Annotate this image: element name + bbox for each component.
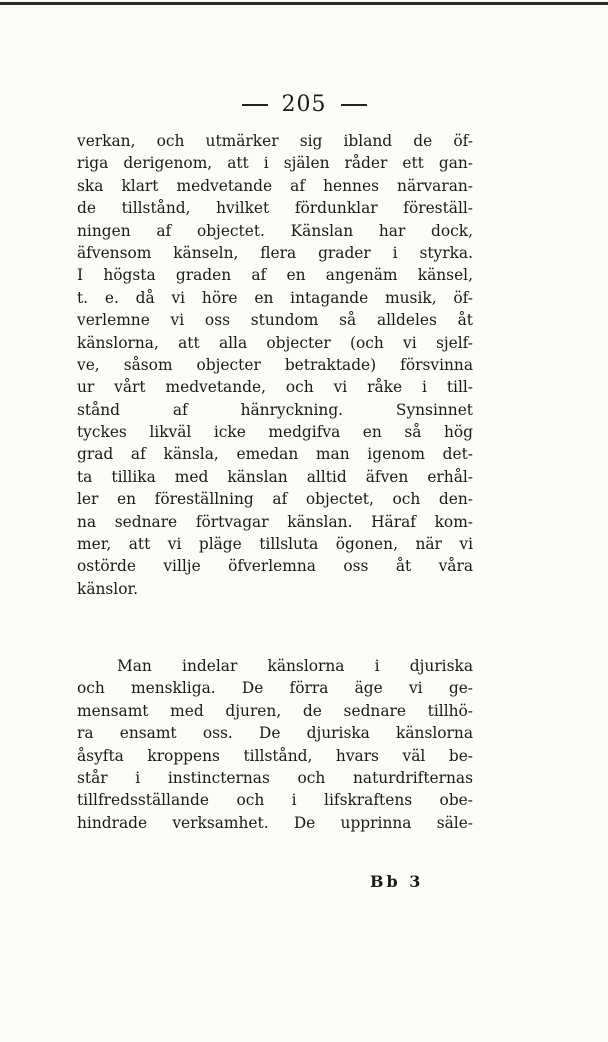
- text-line: ska klart medvetande af hennes närvaran-: [77, 176, 473, 195]
- text-line: de tillstånd, hvilket fördunklar föreställ-: [77, 199, 473, 218]
- text-line: verlemne vi oss stundom så alldeles åt: [77, 311, 473, 330]
- signature-mark: Bb 3: [370, 872, 424, 891]
- paragraph-1: [77, 130, 473, 600]
- text-line: stånd af hänryckning. Synsinnet: [77, 400, 473, 419]
- text-line: känslorna, att alla objecter (och vi sjelf-: [77, 333, 473, 352]
- text-line: Man indelar känslorna i djuriska: [117, 657, 473, 675]
- header-dash-right: [341, 104, 367, 106]
- text-line: känslor.: [77, 579, 139, 598]
- page-top-edge: [0, 2, 608, 5]
- text-line: riga derigenom, att i själen råder ett gan-: [77, 154, 473, 173]
- text-line: mer, att vi pläge tillsluta ögonen, när vi: [77, 535, 473, 554]
- text-line: ta tillika med känslan alltid äfven erhål-: [77, 467, 473, 486]
- text-line: na sednare förtvagar känslan. Häraf kom-: [77, 512, 473, 531]
- page-header: [0, 92, 608, 117]
- text-line: äfvensom känseln, flera grader i styrka.: [77, 243, 473, 262]
- text-line: ler en föreställning af objectet, och den-: [77, 490, 473, 509]
- paragraph-2: [77, 655, 473, 834]
- text-line: ve, såsom objecter betraktade) försvinna: [77, 355, 473, 374]
- header-dash-left: [242, 104, 268, 106]
- text-line: ostörde villje öfverlemna oss åt våra: [77, 557, 473, 576]
- text-line: verkan, och utmärker sig ibland de öf-: [77, 132, 473, 150]
- text-line: ra ensamt oss. De djuriska känslorna: [77, 724, 473, 743]
- text-line: I högsta graden af en angenäm känsel,: [77, 266, 473, 285]
- text-line: ningen af objectet. Känslan har dock,: [77, 221, 473, 240]
- text-line: ur vårt medvetande, och vi råke i till-: [77, 378, 473, 397]
- text-line: och menskliga. De förra äge vi ge-: [77, 679, 473, 698]
- text-line: tyckes likväl icke medgifva en så hög: [77, 423, 473, 442]
- page-number: 205: [281, 92, 327, 117]
- text-line: grad af känsla, emedan man igenom det-: [77, 445, 473, 464]
- text-line: åsyfta kroppens tillstånd, hvars väl be-: [77, 746, 473, 765]
- text-line: t. e. då vi höre en intagande musik, öf-: [77, 288, 473, 307]
- text-line: mensamt med djuren, de sednare tillhö-: [77, 701, 473, 720]
- text-line: står i instincternas och naturdrifternas: [77, 768, 473, 787]
- text-line: tillfredsställande och i lifskraftens obe-: [77, 791, 473, 810]
- text-line: hindrade verksamhet. De upprinna säle-: [77, 813, 473, 832]
